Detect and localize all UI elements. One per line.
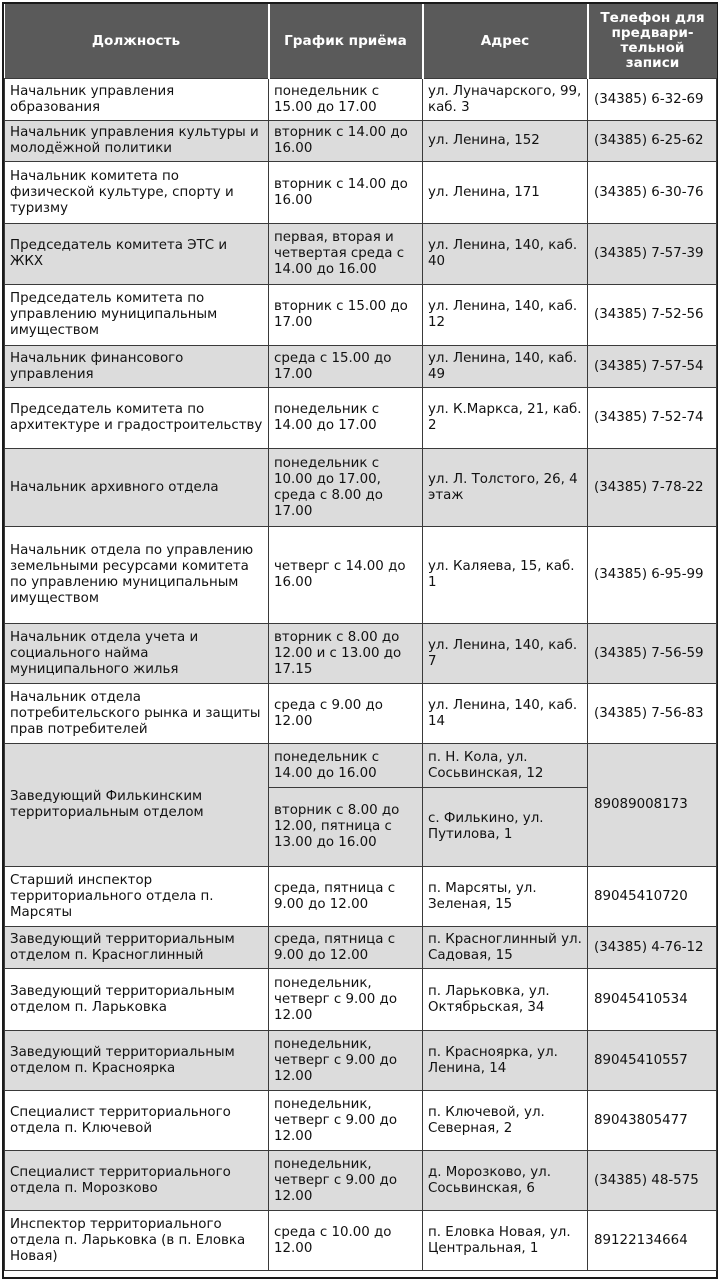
phone-cell: (34385) 7-52-56 [588,285,717,346]
phone-cell: (34385) 48-575 [588,1151,717,1211]
table-row [5,1091,717,1151]
schedule-cell: среда с 15.00 до 17.00 [269,346,423,388]
phone-cell: 89045410534 [588,969,717,1031]
schedule-cell: вторник с 8.00 до 12.00, пятница с 13.00 до 16.00 [269,788,423,867]
position-cell: Начальник отдела учета и социального найма муниципального жилья [5,624,269,684]
address-cell: ул. Ленина, 140, каб. 12 [423,285,588,346]
table-row [5,449,717,527]
position-cell: Начальник управления культуры и молодёжной политики [5,121,269,162]
address-cell: ул. Л. Толстого, 26, 4 этаж [423,449,588,527]
position-cell: Начальник финансового управления [5,346,269,388]
schedule-cell: среда с 9.00 до 12.00 [269,684,423,744]
schedule-cell: понедельник с 10.00 до 17.00, среда с 8.00 до 17.00 [269,449,423,527]
table-row [5,624,717,684]
address-cell: п. Ключевой, ул. Северная, 2 [423,1091,588,1151]
schedule-cell: понедельник, четверг с 9.00 до 12.00 [269,1031,423,1091]
phone-cell: 89045410720 [588,867,717,927]
address-cell: п. Красноярка, ул. Ленина, 14 [423,1031,588,1091]
schedule-cell: понедельник с 14.00 до 17.00 [269,388,423,449]
schedule-cell: четверг с 14.00 до 16.00 [269,527,423,624]
schedule-cell: понедельник, четверг с 9.00 до 12.00 [269,1091,423,1151]
table-row [5,121,717,162]
address-cell: ул. Ленина, 140, каб. 40 [423,224,588,285]
address-cell: п. Марсяты, ул. Зеленая, 15 [423,867,588,927]
position-cell: Начальник управления образования [5,79,269,121]
table-row [5,224,717,285]
position-cell: Заведующий Филькинским территориальным отделом [5,744,269,867]
phone-cell: (34385) 7-56-83 [588,684,717,744]
table-row [5,79,717,121]
position-cell: Специалист территориального отдела п. Ключевой [5,1091,269,1151]
table-row [5,1151,717,1211]
table-row [5,1211,717,1271]
address-cell: ул. Луначарского, 99, каб. 3 [423,79,588,121]
position-cell: Начальник отдела по управлению земельными ресурсами комитета по управлению муниципальным имуществом [5,527,269,624]
table-row [5,867,717,927]
phone-cell: (34385) 4-76-12 [588,927,717,969]
schedule-cell: вторник с 14.00 до 16.00 [269,162,423,224]
table-row [5,388,717,449]
reception-schedule-table [4,4,717,1271]
position-cell: Председатель комитета по управлению муниципальным имуществом [5,285,269,346]
position-cell: Председатель комитета ЭТС и ЖКХ [5,224,269,285]
position-cell: Начальник комитета по физической культуре, спорту и туризму [5,162,269,224]
address-cell: ул. Ленина, 140, каб. 7 [423,624,588,684]
schedule-cell: понедельник, четверг с 9.00 до 12.00 [269,1151,423,1211]
header-position: Должность [5,4,269,79]
position-cell: Заведующий территориальным отделом п. Красноглинный [5,927,269,969]
address-cell: п. Ларьковка, ул. Октябрьская, 34 [423,969,588,1031]
position-cell: Инспектор территориального отдела п. Ларьковка (в п. Еловка Новая) [5,1211,269,1271]
schedule-cell: среда, пятница с 9.00 до 12.00 [269,927,423,969]
phone-cell: 89043805477 [588,1091,717,1151]
table-row [5,1031,717,1091]
address-cell: ул. Ленина, 171 [423,162,588,224]
schedule-table-frame [2,2,718,1279]
header-schedule: График приёма [269,4,423,79]
phone-cell: 89122134664 [588,1211,717,1271]
address-cell: ул. Ленина, 140, каб. 14 [423,684,588,744]
table-row [5,285,717,346]
phone-cell: (34385) 7-57-54 [588,346,717,388]
table-row [5,744,717,788]
table-row [5,684,717,744]
position-cell: Начальник отдела потребительского рынка и защиты прав потребителей [5,684,269,744]
address-cell: ул. Ленина, 152 [423,121,588,162]
schedule-cell: вторник с 14.00 до 16.00 [269,121,423,162]
address-cell: ул. Ленина, 140, каб. 49 [423,346,588,388]
position-cell: Старший инспектор территориального отдела п. Марсяты [5,867,269,927]
phone-cell: (34385) 6-30-76 [588,162,717,224]
schedule-cell: среда, пятница с 9.00 до 12.00 [269,867,423,927]
position-cell: Заведующий территориальным отделом п. Красноярка [5,1031,269,1091]
address-cell: с. Филькино, ул. Путилова, 1 [423,788,588,867]
schedule-cell: понедельник с 14.00 до 16.00 [269,744,423,788]
schedule-cell: первая, вторая и четвертая среда с 14.00 до 16.00 [269,224,423,285]
address-cell: п. Н. Кола, ул. Сосьвинская, 12 [423,744,588,788]
header-phone: Телефон для предвари-тельной записи [588,4,717,79]
table-row [5,346,717,388]
schedule-cell: вторник с 8.00 до 12.00 и с 13.00 до 17.15 [269,624,423,684]
schedule-cell: вторник с 15.00 до 17.00 [269,285,423,346]
phone-cell: (34385) 6-32-69 [588,79,717,121]
phone-cell: (34385) 7-52-74 [588,388,717,449]
address-cell: д. Морозково, ул. Сосьвинская, 6 [423,1151,588,1211]
address-cell: ул. К.Маркса, 21, каб. 2 [423,388,588,449]
table-row [5,927,717,969]
phone-cell: 89045410557 [588,1031,717,1091]
position-cell: Начальник архивного отдела [5,449,269,527]
table-row [5,969,717,1031]
table-header-row [5,4,717,79]
table-row [5,162,717,224]
position-cell: Председатель комитета по архитектуре и градостроительству [5,388,269,449]
schedule-cell: понедельник, четверг с 9.00 до 12.00 [269,969,423,1031]
phone-cell: (34385) 6-95-99 [588,527,717,624]
phone-cell: (34385) 7-57-39 [588,224,717,285]
address-cell: п. Красноглинный ул. Садовая, 15 [423,927,588,969]
schedule-cell: понедельник с 15.00 до 17.00 [269,79,423,121]
schedule-cell: среда с 10.00 до 12.00 [269,1211,423,1271]
phone-cell: (34385) 7-56-59 [588,624,717,684]
address-cell: п. Еловка Новая, ул. Центральная, 1 [423,1211,588,1271]
position-cell: Заведующий территориальным отделом п. Ларьковка [5,969,269,1031]
phone-cell: (34385) 6-25-62 [588,121,717,162]
address-cell: ул. Каляева, 15, каб. 1 [423,527,588,624]
position-cell: Специалист территориального отдела п. Морозково [5,1151,269,1211]
table-row [5,527,717,624]
phone-cell: (34385) 7-78-22 [588,449,717,527]
phone-cell: 89089008173 [588,744,717,867]
header-address: Адрес [423,4,588,79]
